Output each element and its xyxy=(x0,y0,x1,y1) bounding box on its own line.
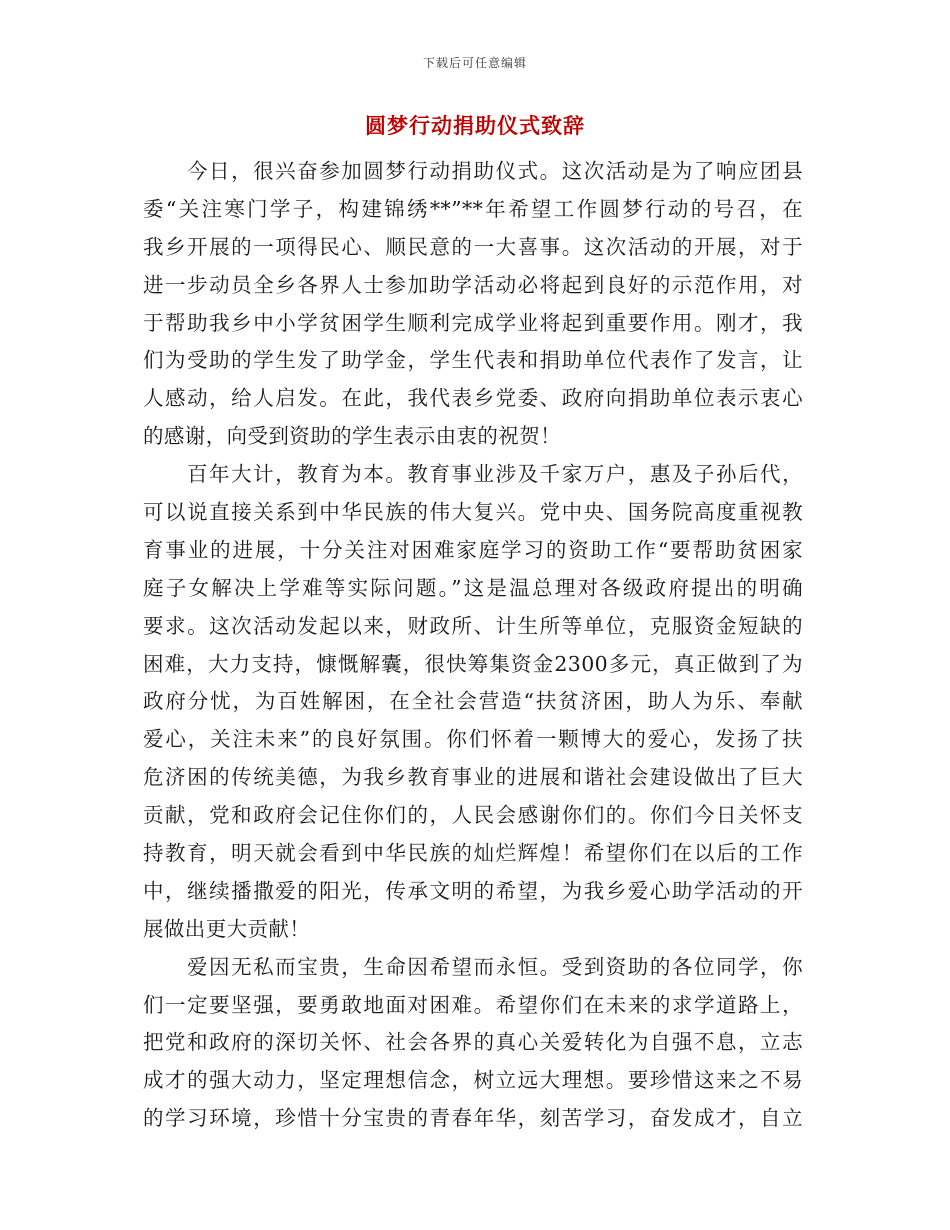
text-line: 展做出更大贡献！ xyxy=(143,916,311,941)
document-body xyxy=(143,153,803,1138)
text-line: 进一步动员全乡各界人士参加助学活动必将起到良好的示范作用，对 xyxy=(143,272,803,297)
text-line: 爱心，关注未来”的良好氛围。你们怀着一颗博大的爱心，发扬了扶 xyxy=(143,727,803,752)
text-line: 政府分忧，为百姓解困，在全社会营造“扶贫济困，助人为乐、奉献 xyxy=(143,689,803,714)
page-header: 下载后可任意编辑 xyxy=(422,56,527,70)
paragraph xyxy=(143,153,803,456)
text-line: 成才的强大动力，坚定理想信念，树立远大理想。要珍惜这来之不易 xyxy=(143,1068,803,1093)
text-line: 困难，大力支持，慷慨解囊，很快筹集资金2300多元，真正做到了为 xyxy=(143,651,803,676)
text-line: 贡献，党和政府会记住你们的，人民会感谢你们的。你们今日关怀支 xyxy=(143,803,803,828)
text-line: 委“关注寒门学子，构建锦绣**”**年希望工作圆梦行动的号召，在 xyxy=(143,196,803,221)
text-line: 百年大计，教育为本。教育事业涉及千家万户，惠及子孙后代， xyxy=(187,462,803,487)
text-line: 把党和政府的深切关怀、社会各界的真心关爱转化为自强不息，立志 xyxy=(143,1030,803,1055)
text-line: 爱因无私而宝贵，生命因希望而永恒。受到资助的各位同学，你 xyxy=(187,954,803,979)
paragraph xyxy=(143,456,803,949)
text-line: 育事业的进展，十分关注对困难家庭学习的资助工作“要帮助贫困家 xyxy=(143,537,803,562)
text-line: 们一定要坚强，要勇敢地面对困难。希望你们在未来的求学道路上， xyxy=(143,992,803,1017)
text-line: 我乡开展的一项得民心、顺民意的一大喜事。这次活动的开展，对于 xyxy=(143,234,803,259)
text-line: 人感动，给人启发。在此，我代表乡党委、政府向捐助单位表示衷心 xyxy=(143,386,803,411)
text-line: 们为受助的学生发了助学金，学生代表和捐助单位代表作了发言，让 xyxy=(143,348,803,373)
text-line: 中，继续播撒爱的阳光，传承文明的希望，为我乡爱心助学活动的开 xyxy=(143,878,803,903)
text-line: 庭子女解决上学难等实际问题。”这是温总理对各级政府提出的明确 xyxy=(143,575,803,600)
text-line: 持教育，明天就会看到中华民族的灿烂辉煌！希望你们在以后的工作 xyxy=(143,841,803,866)
text-line: 今日，很兴奋参加圆梦行动捐助仪式。这次活动是为了响应团县 xyxy=(187,159,803,183)
text-line: 危济困的传统美德，为我乡教育事业的进展和谐社会建设做出了巨大 xyxy=(143,765,803,790)
text-line: 可以说直接关系到中华民族的伟大复兴。党中央、国务院高度重视教 xyxy=(143,500,803,525)
paragraph xyxy=(143,949,803,1138)
text-line: 要求。这次活动发起以来，财政所、计生所等单位，克服资金短缺的 xyxy=(143,613,803,638)
text-line: 的感谢，向受到资助的学生表示由衷的祝贺！ xyxy=(143,424,561,449)
text-line: 于帮助我乡中小学贫困学生顺利完成学业将起到重要作用。刚才，我 xyxy=(143,310,803,335)
text-line: 的学习环境，珍惜十分宝贵的青春年华，刻苦学习，奋发成才，自立 xyxy=(143,1106,803,1131)
document-title: 圆梦行动捐助仪式致辞 xyxy=(365,113,585,138)
